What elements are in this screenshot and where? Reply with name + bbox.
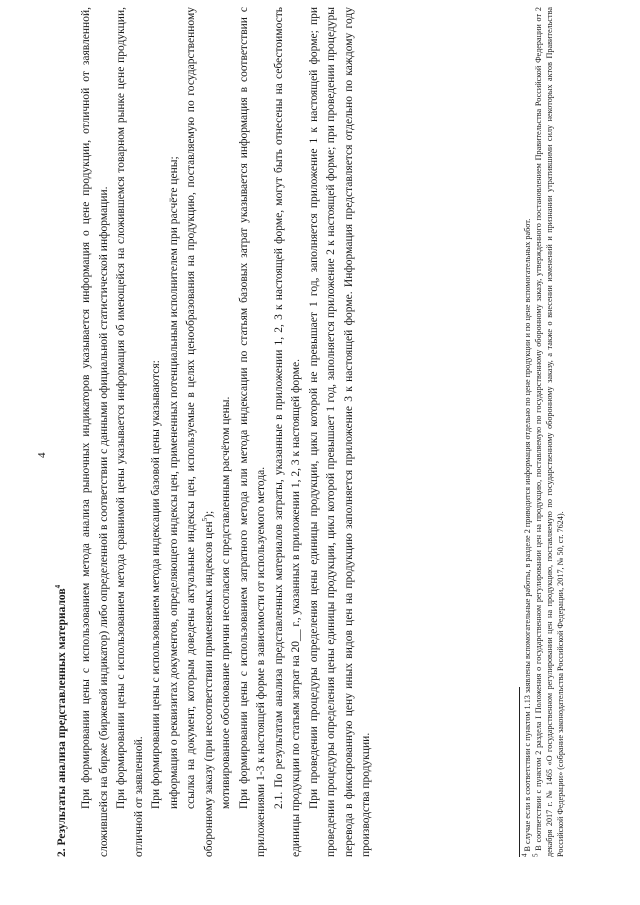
- footnote-divider: [519, 687, 520, 857]
- footnote-ref-4: 4: [54, 584, 63, 589]
- footnote-4-mark: 4: [520, 853, 529, 857]
- footnote-5-text: В соответствии с пунктом 2 раздела I Положения о государственном регулировании цен на продукцию, поставляемую по государственному оборонному заказу, утвержденного постановлением Правительства Российской Федерации от 2 декабря 2017 г. № 1465 «О государственном регулировании цен на продукцию, поставляемую по государственному оборонному заказу, а также о внесении изменений и признании утратившими силу некоторых актов Правительства Российской Федерации» (собрание законодательства Российской Федерации, 2017, № 50, ст. 7624).: [534, 6, 565, 857]
- footnote-4-text: В случае если в соответствии с пунктом 1.13 заявлены вспомогательные работы, в разделе 2 приводится информация отдельно по цене продукции и по цене вспомогательных работ.: [523, 218, 532, 852]
- footnote-4: [522, 7, 533, 857]
- section-heading-text: 2. Результаты анализа представленных материалов: [56, 588, 68, 857]
- paragraph-justification: мотивированное обоснование причин несогласия с представленным расчётом цены.: [220, 396, 232, 809]
- footnote-5: [533, 7, 566, 857]
- footnote-ref-5: 5: [200, 517, 209, 522]
- section-body: [56, 7, 376, 857]
- paragraph-index-reference-text: ссылка на документ, которым доведены актуальные индексы цен, используемые в целях ценообразования на продукцию, поставляемую по государственному оборонному заказу (при несоответствии применяемых индексов цен: [185, 7, 215, 857]
- footnote-5-mark: 5: [531, 853, 540, 857]
- paragraph-index-reference: [183, 7, 218, 857]
- paragraph-index-documents: информация о реквизитах документов, определяющего индексы цен, примененных потенциальным исполнителем при расчёте цены;: [167, 156, 180, 809]
- paragraph-cost-method: При формировании цены с использованием затратного метода или метода индексации по статьям базовых затрат указывается информация в соответствии с приложениями 1-3 к настоящей форме в зависимости от используемого метода.: [237, 7, 267, 857]
- section-heading: [56, 7, 68, 857]
- paragraph-appendices: При проведении процедуры определения цены единицы продукции, цикл которой не превышает 1 год, заполняется приложение 1 к настоящей форме; при проведении процедуры определения цены единицы продукции, цикл которой превышает 1 год, заполняется приложение 2 к настоящей форме; при проведении процедуры перевода в фиксированную цену иных видов цен на продукцию заполняется приложение 3 к настоящей форме. Информация представляется отдельно по каждому году производства продукции.: [307, 7, 372, 857]
- paragraph-comparable-price: При формировании цены с использованием метода сравнимой цены указывается информация об имеющейся на сложившемся товарном рынке цене продукции, отличной от заявленной.: [115, 7, 145, 857]
- paragraph-market-indicators: При формировании цены с использованием метода анализа рыночных индикаторов указывается информация о цене продукции, отличной от заявленной, сложившейся на бирже (биржевой индикатор) либо определенной в соответствии с данными официальной статистической информации.: [80, 7, 110, 857]
- page-number: 4: [36, 452, 48, 458]
- paragraph-indexation-intro: При формировании цены с использованием метода индексации базовой цены указываются:: [150, 360, 162, 809]
- paragraph-2-1: 2.1. По результатам анализа представленных материалов затраты, указанные в приложении 1, 2, 3 к настоящей форме, могут быть отнесены на себестоимость единицы продукции по статьям затрат на 20__ г., указанных в приложении 1, 2, 3 к настоящей форме.: [272, 7, 302, 857]
- footnotes: [522, 7, 566, 857]
- paragraph-index-reference-tail: );: [202, 510, 215, 518]
